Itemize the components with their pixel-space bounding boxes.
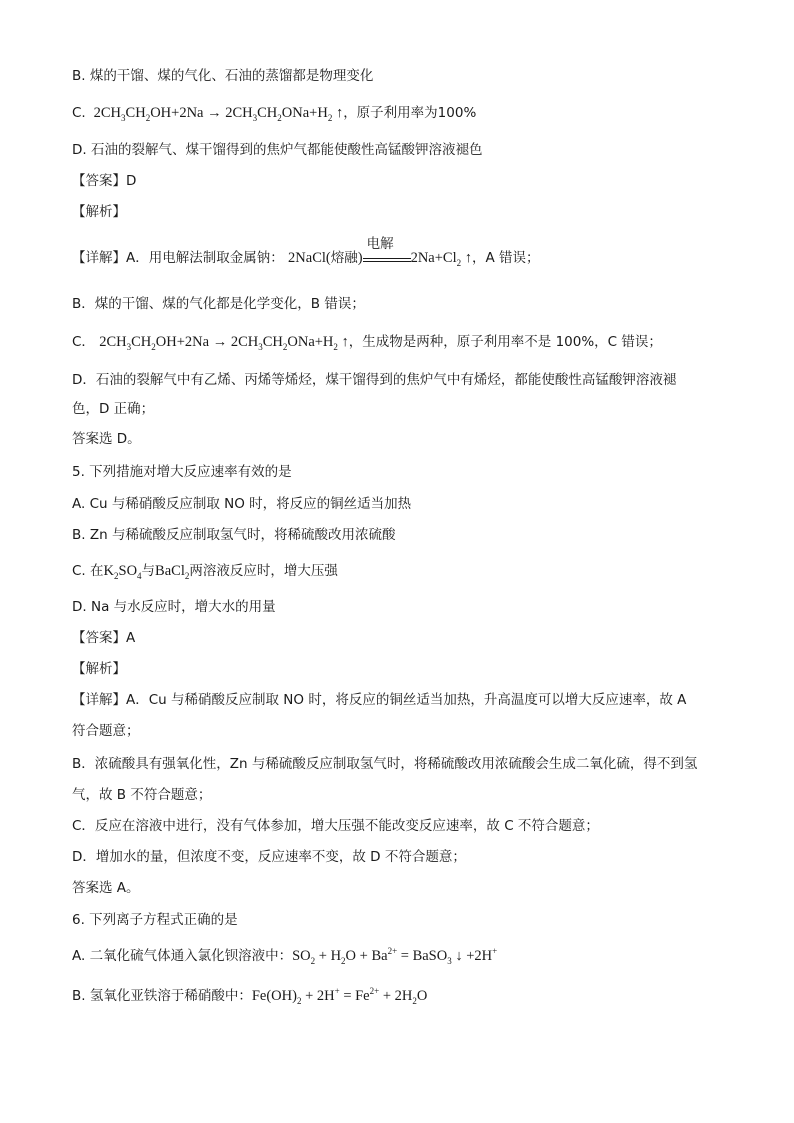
- q6-option-b-text: B. 氢氧化亚铁溶于稀硝酸中：: [72, 988, 252, 1004]
- q4-option-c: [72, 104, 476, 122]
- q4-option-c-equation: $2CH_3CH_2OH+2Na \to 2CH_3CH_2ONa+H_2$ ↑: [90, 105, 344, 123]
- q5-option-c: [72, 562, 338, 580]
- q5-detail-a-line2: 符合题意；: [72, 723, 140, 739]
- q4-option-b: B. 煤的干馏、煤的气化、石油的蒸馏都是物理变化: [72, 68, 374, 84]
- q4-detail-a: [72, 235, 540, 268]
- electrolysis-condition: [363, 235, 411, 268]
- q4-answer: 【答案】D: [72, 173, 137, 189]
- q4-detail-c-equation: $2CH_3CH_2OH+2Na \to 2CH_3CH_2ONa+H_2$ ↑: [99, 334, 349, 352]
- q6-option-b: [72, 987, 427, 1005]
- q6-option-a-text: A. 二氧化硫气体通入氯化钡溶液中：: [72, 948, 293, 964]
- q5-detail-b-line1: B．浓硫酸具有强氧化性，Zn 与稀硫酸反应制取氢气时，将稀硫酸改用浓硫酸会生成二氧化硫，得不到氢: [72, 756, 698, 772]
- bacl2-formula: BaCl$_2$: [155, 563, 190, 581]
- q5-option-b: B. Zn 与稀硫酸反应制取氢气时，将稀硫酸改用浓硫酸: [72, 527, 396, 543]
- q5-option-c-text: 两溶液反应时，增大压强: [189, 563, 338, 579]
- q4-detail-d-line2: 色，D 正确；: [72, 401, 155, 417]
- q5-analysis-heading: 【解析】: [72, 661, 126, 677]
- q4-detail-d-line1: D．石油的裂解气中有乙烯、丙烯等烯烃，煤干馏得到的焦炉气中有烯烃，都能使酸性高锰酸钾溶液褪: [72, 372, 677, 388]
- q4-detail-b: B．煤的干馏、煤的气化都是化学变化，B 错误；: [72, 296, 365, 312]
- q5-detail-a-line1: 【详解】A．Cu 与稀硝酸反应制取 NO 时，将反应的铜丝适当加热，升高温度可以增大反应速率，故 A: [72, 692, 687, 708]
- q4-detail-a-verdict: ，A 错误；: [472, 250, 540, 266]
- q4-conclusion: 答案选 D。: [72, 431, 141, 447]
- q4-detail-a-equation: 2NaCl(熔融) 电解 $2Na+Cl_2$ ↑: [288, 235, 472, 268]
- q4-detail-c-text: ，生成物是两种，原子利用率不是 100%，C 错误；: [348, 334, 662, 350]
- q6-option-a-equation: $SO_2 + H_2O + Ba^{2+}$ = BaSO$_3$ ↓ +2H+: [292, 946, 498, 966]
- k2so4-formula: $K_2SO_4$: [103, 563, 142, 581]
- q4-detail-c-label: C．: [72, 334, 95, 350]
- q5-conclusion: 答案选 A。: [72, 880, 140, 896]
- q5-answer: 【答案】A: [72, 630, 136, 646]
- q4-option-c-label: C.: [72, 105, 86, 121]
- q4-detail-a-text: 【详解】A．用电解法制取金属钠：: [72, 250, 284, 266]
- q5-option-d: D. Na 与水反应时，增大水的用量: [72, 599, 276, 615]
- q4-analysis-heading: 【解析】: [72, 204, 126, 220]
- q5-option-c-connector: 与: [141, 563, 156, 579]
- q4-option-c-text: ，原子利用率为100%: [343, 105, 477, 121]
- q6-option-a: [72, 947, 497, 965]
- q5-option-c-label: C. 在: [72, 563, 104, 579]
- q5-option-a: A. Cu 与稀硝酸反应制取 NO 时，将反应的铜丝适当加热: [72, 496, 412, 512]
- electrolysis-label: 电解: [366, 235, 394, 252]
- q5-detail-b-line2: 气，故 B 不符合题意；: [72, 787, 212, 803]
- q5-detail-d: D．增加水的量，但浓度不变，反应速率不变，故 D 不符合题意；: [72, 849, 466, 865]
- q6-stem: 6. 下列离子方程式正确的是: [72, 912, 238, 928]
- q4-option-d: D. 石油的裂解气、煤干馏得到的焦炉气都能使酸性高锰酸钾溶液褪色: [72, 142, 483, 158]
- q4-detail-c: [72, 333, 662, 351]
- q6-option-b-equation: $Fe(OH)_2 + 2H^+ = Fe^{2+} + 2H_2O$: [251, 986, 428, 1006]
- q5-detail-c: C．反应在溶液中进行，没有气体参加，增大压强不能改变反应速率，故 C 不符合题意；: [72, 818, 599, 834]
- q5-stem: 5. 下列措施对增大反应速率有效的是: [72, 464, 292, 480]
